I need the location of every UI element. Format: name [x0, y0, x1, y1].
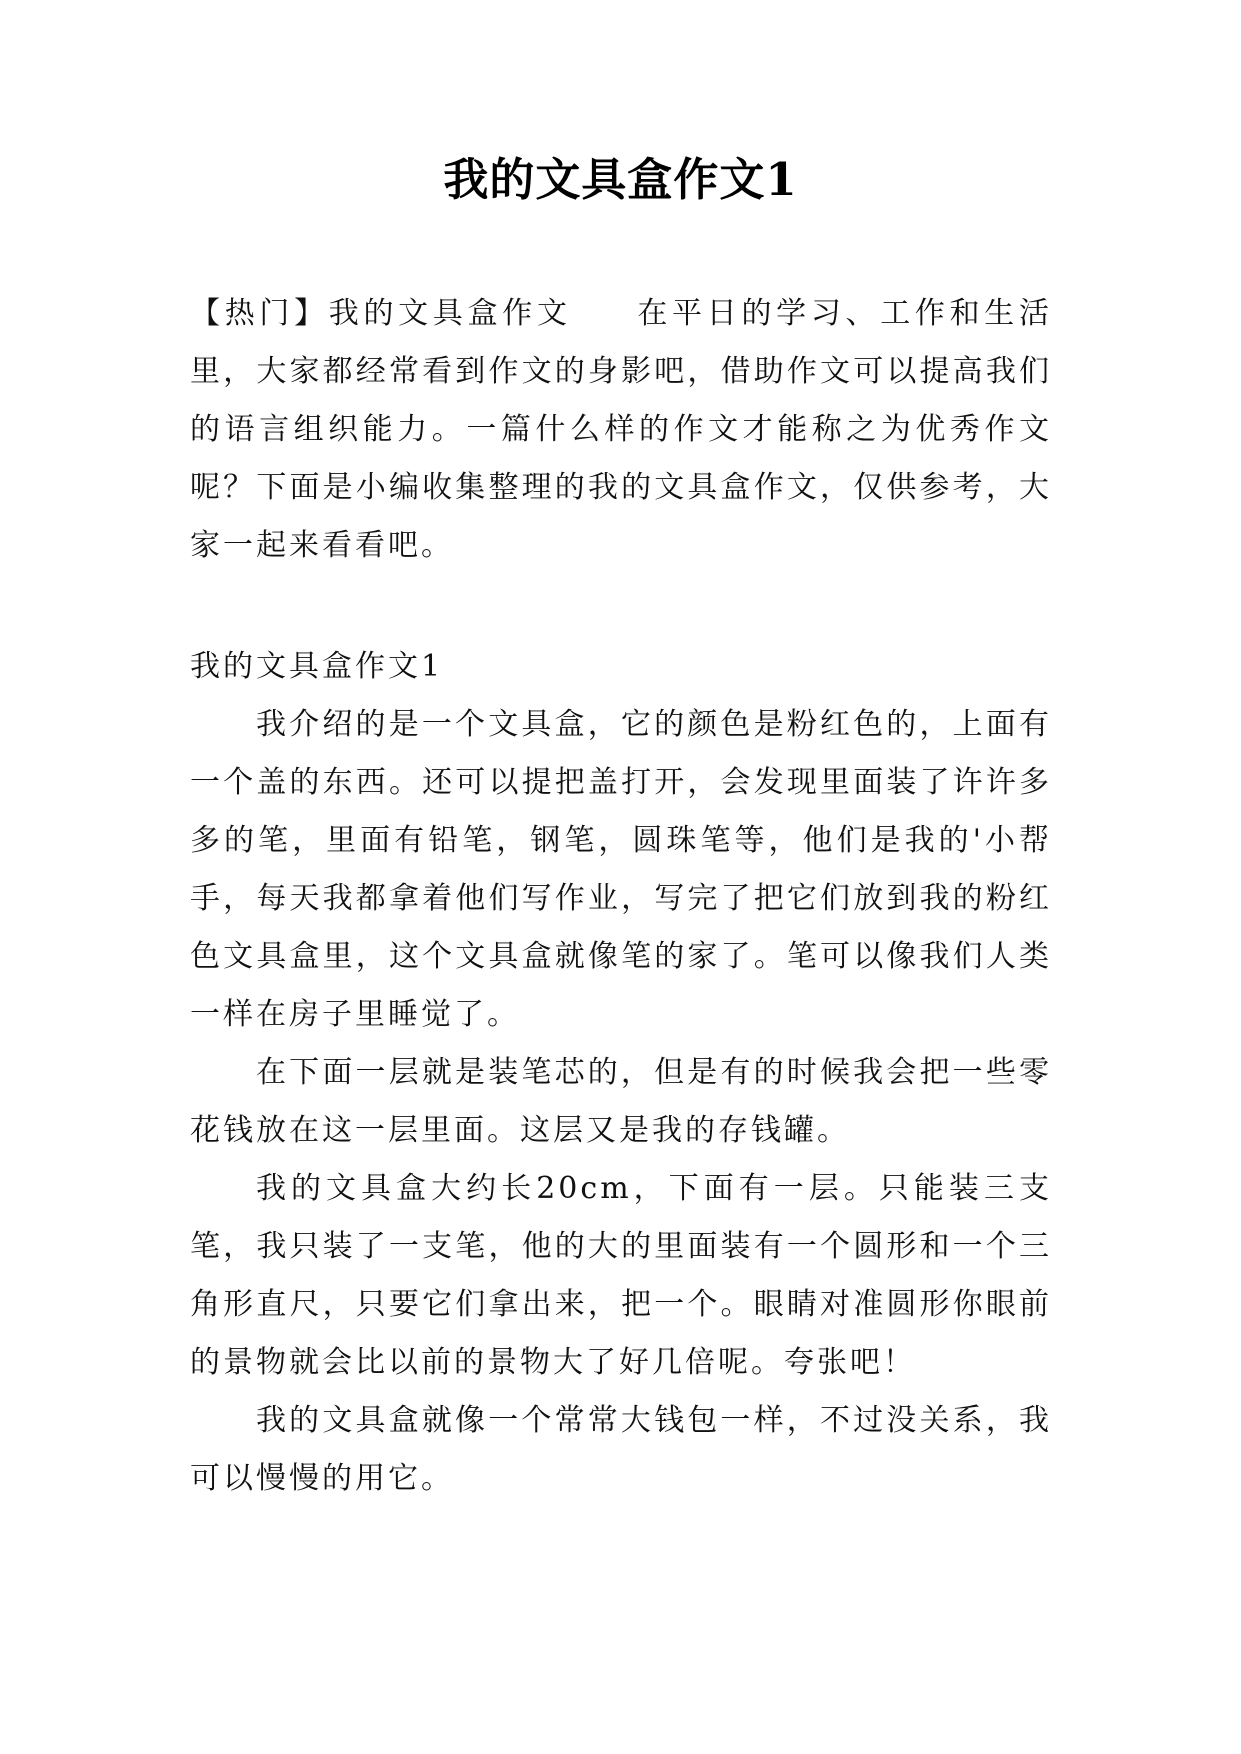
page-title: 我的文具盒作文1 — [443, 153, 798, 206]
article-paragraph-2: 在下面一层就是装笔芯的，但是有的时候我会把一些零花钱放在这一层里面。这层又是我的存钱罐。 — [190, 1055, 1052, 1148]
intro-text: 在平日的学习、工作和生活里，大家都经常看到作文的身影吧，借助作文可以提高我们的语言组织能力。一篇什么样的作文才能称之为优秀作文呢？下面是小编收集整理的我的文具盒作文，仅供参考，大家一起来看看吧。 — [190, 296, 1053, 563]
article-heading: 我的文具盒作文1 — [190, 649, 444, 684]
article-paragraph-1: 我介绍的是一个文具盒，它的颜色是粉红色的，上面有一个盖的东西。还可以提把盖打开，会发现里面装了许许多多的笔，里面有铅笔，钢笔，圆珠笔等，他们是我的'小帮手，每天我都拿着他们写作业，写完了把它们放到我的粉红色文具盒里，这个文具盒就像笔的家了。笔可以像我们人类一样在房子里睡觉了。 — [190, 707, 1052, 1032]
article-section — [190, 638, 1052, 1508]
intro-paragraph — [190, 285, 1052, 575]
article-paragraph-4: 我的文具盒就像一个常常大钱包一样，不过没关系，我可以慢慢的用它。 — [190, 1403, 1052, 1496]
intro-section — [190, 285, 1052, 575]
article-paragraph-3: 我的文具盒大约长20cm，下面有一层。只能装三支笔，我只装了一支笔，他的大的里面装有一个圆形和一个三角形直尺，只要它们拿出来，把一个。眼睛对准圆形你眼前的景物就会比以前的景物大了好几倍呢。夸张吧！ — [190, 1171, 1052, 1380]
intro-lead: 【热门】我的文具盒作文 — [190, 296, 572, 331]
